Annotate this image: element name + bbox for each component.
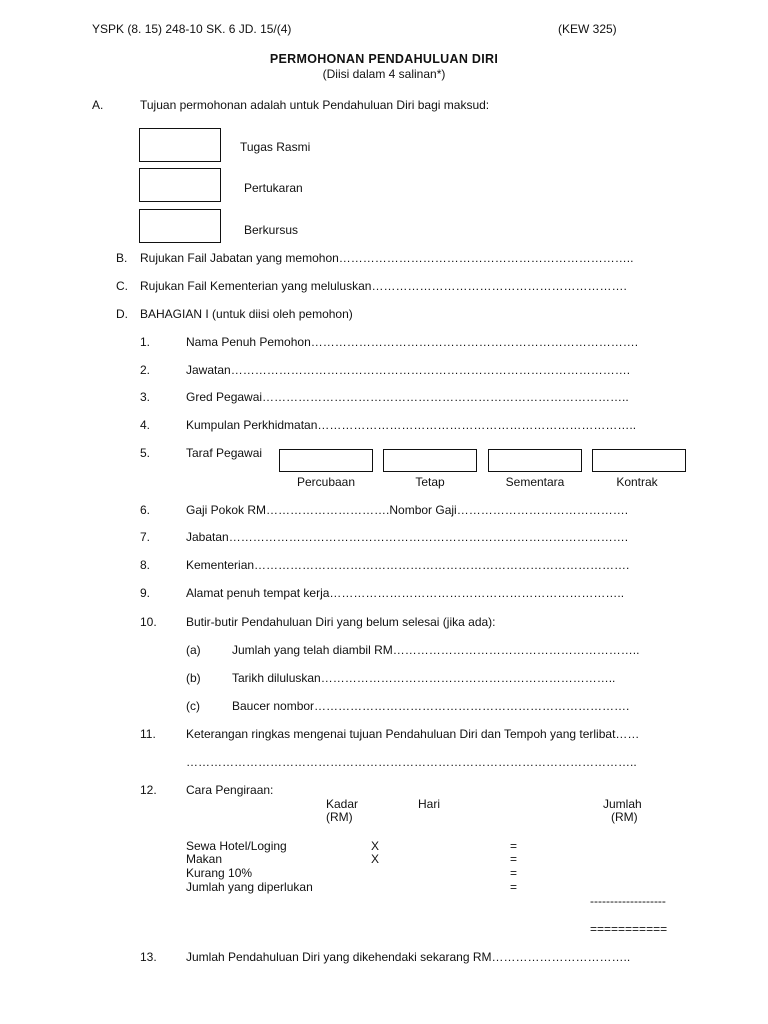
baucer-nombor-field[interactable]: Baucer nombor……………………………………………………………………. xyxy=(232,699,630,713)
item-10c-label: (c) xyxy=(186,699,200,713)
kurang-equals: = xyxy=(510,866,518,880)
form-code: (KEW 325) xyxy=(558,22,617,36)
sewa-hotel-multiply: X xyxy=(371,839,380,853)
subtotal-line: ------------------- xyxy=(590,894,666,908)
rujukan-fail-kementerian-field[interactable]: Rujukan Fail Kementerian yang meluluskan………………………………………………………. xyxy=(140,279,627,293)
form-reference-code: YSPK (8. 15) 248-10 SK. 6 JD. 15/(4) xyxy=(92,22,292,36)
jumlah-diambil-field[interactable]: Jumlah yang telah diambil RM…………………………………………………….. xyxy=(232,643,640,657)
kontrak-label: Kontrak xyxy=(616,475,658,489)
item-12-number: 12. xyxy=(140,783,157,797)
item-2-number: 2. xyxy=(140,363,151,377)
section-d-letter: D. xyxy=(116,307,128,321)
rujukan-fail-jabatan-field[interactable]: Rujukan Fail Jabatan yang memohon……………………………………………………………….. xyxy=(140,251,634,265)
percubaan-checkbox[interactable] xyxy=(279,449,373,472)
jumlah-column-header: Jumlah xyxy=(603,797,642,811)
item-10-number: 10. xyxy=(140,615,157,629)
taraf-pegawai-label: Taraf Pegawai xyxy=(186,446,263,460)
percubaan-label: Percubaan xyxy=(296,475,356,489)
hari-column-header: Hari xyxy=(418,797,441,811)
gred-pegawai-field[interactable]: Gred Pegawai……………………………………………………………………………….. xyxy=(186,390,629,404)
makan-label: Makan xyxy=(186,852,223,866)
keterangan-ringkas-field[interactable]: Keterangan ringkas mengenai tujuan Pendahuluan Diri dan Tempoh yang terlibat…… xyxy=(186,727,640,741)
berkursus-checkbox[interactable] xyxy=(139,209,221,243)
item-10-heading: Butir-butir Pendahuluan Diri yang belum selesai (jika ada): xyxy=(186,615,496,629)
kurang-label: Kurang 10% xyxy=(186,866,253,880)
section-c-letter: C. xyxy=(116,279,128,293)
item-9-number: 9. xyxy=(140,586,151,600)
form-subtitle: (Diisi dalam 4 salinan*) xyxy=(322,67,446,81)
tugas-rasmi-label: Tugas Rasmi xyxy=(240,140,311,154)
sementara-label: Sementara xyxy=(505,475,565,489)
section-d-heading: BAHAGIAN I (untuk diisi oleh pemohon) xyxy=(140,307,353,321)
pertukaran-label: Pertukaran xyxy=(244,181,303,195)
item-10b-label: (b) xyxy=(186,671,201,685)
item-8-number: 8. xyxy=(140,558,151,572)
item-11-number: 11. xyxy=(140,727,156,741)
jumlah-diperlukan-equals: = xyxy=(510,880,518,894)
sewa-hotel-equals: = xyxy=(510,839,518,853)
jumlah-dikehendaki-field[interactable]: Jumlah Pendahuluan Diri yang dikehendaki sekarang RM…………………………….. xyxy=(186,950,631,964)
cara-pengiraan-heading: Cara Pengiraan: xyxy=(186,783,274,797)
keterangan-ringkas-line[interactable]: ………………………………………………………………………………………………….. xyxy=(186,755,637,769)
item-5-number: 5. xyxy=(140,446,151,460)
item-6-number: 6. xyxy=(140,503,151,517)
section-b-letter: B. xyxy=(116,251,128,265)
item-10a-label: (a) xyxy=(186,643,201,657)
kadar-column-header: Kadar xyxy=(326,797,359,811)
kementerian-field[interactable]: Kementerian…………………………………………………………………………………. xyxy=(186,558,630,572)
makan-multiply: X xyxy=(371,852,380,866)
kumpulan-perkhidmatan-field[interactable]: Kumpulan Perkhidmatan…………………………………………………………………….. xyxy=(186,418,637,432)
jawatan-field[interactable]: Jawatan………………………………………………………………………………………. xyxy=(186,363,631,377)
tarikh-diluluskan-field[interactable]: Tarikh diluluskan……………………………………………………………….. xyxy=(232,671,616,685)
jumlah-unit: (RM) xyxy=(611,810,638,824)
tetap-checkbox[interactable] xyxy=(383,449,477,472)
sementara-checkbox[interactable] xyxy=(488,449,582,472)
tetap-label: Tetap xyxy=(415,475,445,489)
item-13-number: 13. xyxy=(140,950,157,964)
gaji-pokok-field[interactable]: Gaji Pokok RM………………………….Nombor Gaji……………………………………. xyxy=(186,503,629,517)
kadar-unit: (RM) xyxy=(326,810,353,824)
section-a-text: Tujuan permohonan adalah untuk Pendahuluan Diri bagi maksud: xyxy=(140,98,490,112)
item-4-number: 4. xyxy=(140,418,151,432)
alamat-tempat-kerja-field[interactable]: Alamat penuh tempat kerja……………………………………………………………….. xyxy=(186,586,625,600)
nama-penuh-field[interactable]: Nama Penuh Pemohon………………………………………………………………………. xyxy=(186,335,639,349)
item-7-number: 7. xyxy=(140,530,151,544)
pertukaran-checkbox[interactable] xyxy=(139,168,221,202)
kontrak-checkbox[interactable] xyxy=(592,449,686,472)
form-title: PERMOHONAN PENDAHULUAN DIRI xyxy=(269,52,499,66)
berkursus-label: Berkursus xyxy=(244,223,299,237)
item-1-number: 1. xyxy=(140,335,151,349)
sewa-hotel-label: Sewa Hotel/Loging xyxy=(186,839,287,853)
jabatan-field[interactable]: Jabatan………………………………………………………………………………………. xyxy=(186,530,629,544)
tugas-rasmi-checkbox[interactable] xyxy=(139,128,221,162)
total-double-line: =========== xyxy=(590,922,668,936)
item-3-number: 3. xyxy=(140,390,151,404)
makan-equals: = xyxy=(510,852,518,866)
jumlah-diperlukan-label: Jumlah yang diperlukan xyxy=(186,880,313,894)
section-a-letter: A. xyxy=(92,98,104,112)
